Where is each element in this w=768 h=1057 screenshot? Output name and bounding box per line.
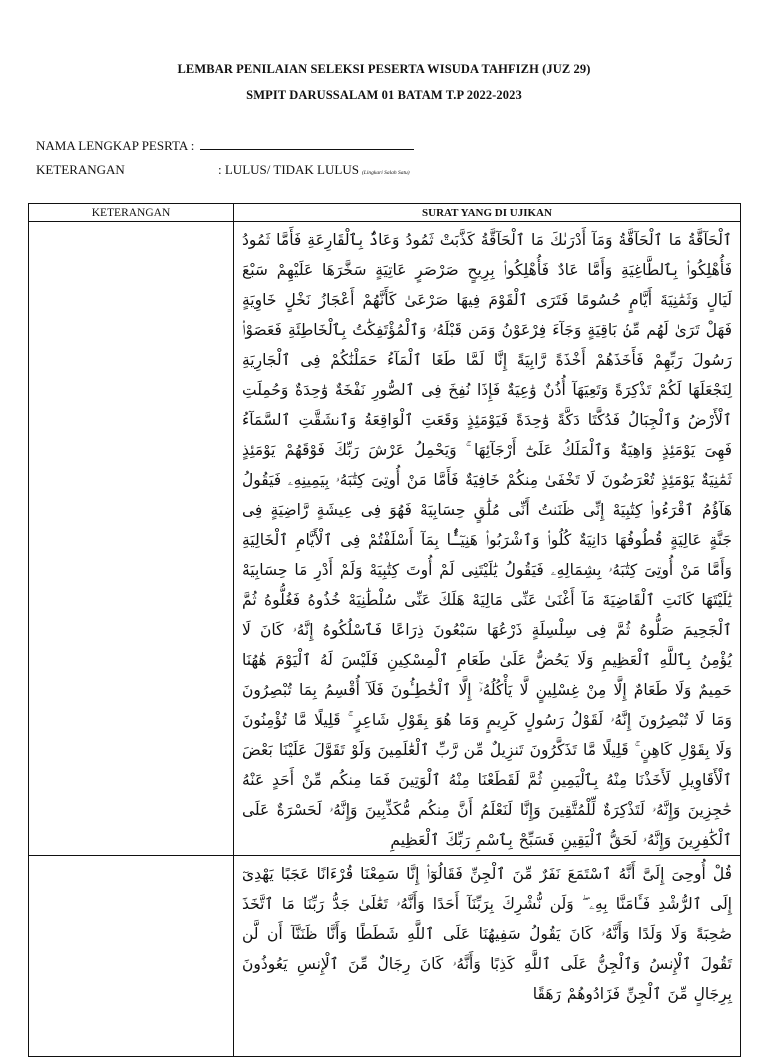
document-subtitle: SMPIT DARUSSALAM 01 BATAM T.P 2022-2023 (246, 88, 522, 102)
surah-text-cell (234, 856, 741, 1057)
keterangan-value-row (218, 162, 410, 178)
assessment-table (28, 203, 741, 1057)
document-title: LEMBAR PENILAIAN SELEKSI PESERTA WISUDA TAHFIZH (JUZ 29) (177, 62, 591, 76)
name-blank-line[interactable] (200, 138, 414, 150)
surah-al-jinn-text: قُلْ أُوحِىَ إِلَىَّ أَنَّهُ ٱسْتَمَعَ نَفَرٌ مِّنَ ٱلْجِنِّ فَقَالُوٓا۟ إِنَّا سَمِعْنَا قُرْءَانًا عَجَبًا يَهْدِىٓ إِلَى ٱلرُّشْدِ فَـَٔامَنَّا بِهِۦ ۖ وَلَن نُّشْرِكَ بِرَبِّنَآ أَحَدًا وَأَنَّهُۥ تَعَٰلَىٰ جَدُّ رَبِّنَا مَا ٱتَّخَذَ صَٰحِبَةً وَلَا وَلَدًا وَأَنَّهُۥ كَانَ يَقُولُ سَفِيهُنَا عَلَى ٱللَّهِ شَطَطًا وَأَنَّا ظَنَنَّآ أَن لَّن تَقُولَ ٱلْإِنسُ وَٱلْجِنُّ عَلَى ٱللَّهِ كَذِبًا وَأَنَّهُۥ كَانَ رِجَالٌ مِّنَ ٱلْإِنسِ يَعُوذُونَ بِرِجَالٍ مِّنَ ٱلْجِنِّ فَزَادُوهُمْ رَهَقًا (242, 865, 732, 1003)
name-label: NAMA LENGKAP PESRTA : (36, 138, 195, 153)
column-header-surat: SURAT YANG DI UJIKAN (234, 204, 741, 222)
surah-al-haqqah-text: ٱلْحَآقَّةُ مَا ٱلْحَآقَّةُ وَمَآ أَدْرَىٰكَ مَا ٱلْحَآقَّةُ كَذَّبَتْ ثَمُودُ وَعَادٌۢ بِٱلْقَارِعَةِ فَأَمَّا ثَمُودُ فَأُهْلِكُوا۟ بِٱلطَّاغِيَةِ وَأَمَّا عَادٌ فَأُهْلِكُوا۟ بِرِيحٍ صَرْصَرٍ عَاتِيَةٍ سَخَّرَهَا عَلَيْهِمْ سَبْعَ لَيَالٍ وَثَمَٰنِيَةَ أَيَّامٍ حُسُومًا فَتَرَى ٱلْقَوْمَ فِيهَا صَرْعَىٰ كَأَنَّهُمْ أَعْجَازُ نَخْلٍ خَاوِيَةٍ فَهَلْ تَرَىٰ لَهُم مِّنۢ بَاقِيَةٍ وَجَآءَ فِرْعَوْنُ وَمَن قَبْلَهُۥ وَٱلْمُؤْتَفِكَٰتُ بِٱلْخَاطِئَةِ فَعَصَوْا۟ رَسُولَ رَبِّهِمْ فَأَخَذَهُمْ أَخْذَةً رَّابِيَةً إِنَّا لَمَّا طَغَا ٱلْمَآءُ حَمَلْنَٰكُمْ فِى ٱلْجَارِيَةِ لِنَجْعَلَهَا لَكُمْ تَذْكِرَةً وَتَعِيَهَآ أُذُنٌ وَٰعِيَةٌ فَإِذَا نُفِخَ فِى ٱلصُّورِ نَفْخَةٌ وَٰحِدَةٌ وَحُمِلَتِ ٱلْأَرْضُ وَٱلْجِبَالُ فَدُكَّتَا دَكَّةً وَٰحِدَةً فَيَوْمَئِذٍ وَقَعَتِ ٱلْوَاقِعَةُ وَٱنشَقَّتِ ٱلسَّمَآءُ فَهِىَ يَوْمَئِذٍ وَاهِيَةٌ وَٱلْمَلَكُ عَلَىٰٓ أَرْجَآئِهَا ۚ وَيَحْمِلُ عَرْشَ رَبِّكَ فَوْقَهُمْ يَوْمَئِذٍ ثَمَٰنِيَةٌ يَوْمَئِذٍ تُعْرَضُونَ لَا تَخْفَىٰ مِنكُمْ خَافِيَةٌ فَأَمَّا مَنْ أُوتِىَ كِتَٰبَهُۥ بِيَمِينِهِۦ فَيَقُولُ هَآؤُمُ ٱقْرَءُوا۟ كِتَٰبِيَهْ إِنِّى ظَنَنتُ أَنِّى مُلَٰقٍ حِسَابِيَهْ فَهُوَ فِى عِيشَةٍ رَّاضِيَةٍ فِى جَنَّةٍ عَالِيَةٍ قُطُوفُهَا دَانِيَةٌ كُلُوا۟ وَٱشْرَبُوا۟ هَنِيٓـًٔۢا بِمَآ أَسْلَفْتُمْ فِى ٱلْأَيَّامِ ٱلْخَالِيَةِ وَأَمَّا مَنْ أُوتِىَ كِتَٰبَهُۥ بِشِمَالِهِۦ فَيَقُولُ يَٰلَيْتَنِى لَمْ أُوتَ كِتَٰبِيَهْ وَلَمْ أَدْرِ مَا حِسَابِيَهْ يَٰلَيْتَهَا كَانَتِ ٱلْقَاضِيَةَ مَآ أَغْنَىٰ عَنِّى مَالِيَهْ هَلَكَ عَنِّى سُلْطَٰنِيَهْ خُذُوهُ فَغُلُّوهُ ثُمَّ ٱلْجَحِيمَ صَلُّوهُ ثُمَّ فِى سِلْسِلَةٍ ذَرْعُهَا سَبْعُونَ ذِرَاعًا فَٱسْلُكُوهُ إِنَّهُۥ كَانَ لَا يُؤْمِنُ بِٱللَّهِ ٱلْعَظِيمِ وَلَا يَحُضُّ عَلَىٰ طَعَامِ ٱلْمِسْكِينِ فَلَيْسَ لَهُ ٱلْيَوْمَ هَٰهُنَا حَمِيمٌ وَلَا طَعَامٌ إِلَّا مِنْ غِسْلِينٍ لَّا يَأْكُلُهُۥٓ إِلَّا ٱلْخَٰطِـُٔونَ فَلَآ أُقْسِمُ بِمَا تُبْصِرُونَ وَمَا لَا تُبْصِرُونَ إِنَّهُۥ لَقَوْلُ رَسُولٍ كَرِيمٍ وَمَا هُوَ بِقَوْلِ شَاعِرٍ ۚ قَلِيلًا مَّا تُؤْمِنُونَ وَلَا بِقَوْلِ كَاهِنٍ ۚ قَلِيلًا مَّا تَذَكَّرُونَ تَنزِيلٌ مِّن رَّبِّ ٱلْعَٰلَمِينَ وَلَوْ تَقَوَّلَ عَلَيْنَا بَعْضَ ٱلْأَقَاوِيلِ لَأَخَذْنَا مِنْهُ بِٱلْيَمِينِ ثُمَّ لَقَطَعْنَا مِنْهُ ٱلْوَتِينَ فَمَا مِنكُم مِّنْ أَحَدٍ عَنْهُ حَٰجِزِينَ وَإِنَّهُۥ لَتَذْكِرَةٌ لِّلْمُتَّقِينَ وَإِنَّا لَنَعْلَمُ أَنَّ مِنكُم مُّكَذِّبِينَ وَإِنَّهُۥ لَحَسْرَةٌ عَلَى ٱلْكَٰفِرِينَ وَإِنَّهُۥ لَحَقُّ ٱلْيَقِينِ فَسَبِّحْ بِٱسْمِ رَبِّكَ ٱلْعَظِيمِ (242, 231, 732, 849)
name-field-row (36, 138, 414, 154)
keterangan-cell[interactable] (29, 856, 234, 1057)
keterangan-cell[interactable] (29, 222, 234, 856)
column-header-keterangan: KETERANGAN (29, 204, 234, 222)
keterangan-note: (Lingkari Salah Satu) (361, 170, 410, 176)
table-row (29, 856, 741, 1057)
keterangan-value: : LULUS/ TIDAK LULUS (218, 162, 359, 177)
table-row (29, 222, 741, 856)
table-header-row (29, 204, 741, 222)
surah-text-cell (234, 222, 741, 856)
keterangan-label: KETERANGAN (36, 162, 125, 177)
